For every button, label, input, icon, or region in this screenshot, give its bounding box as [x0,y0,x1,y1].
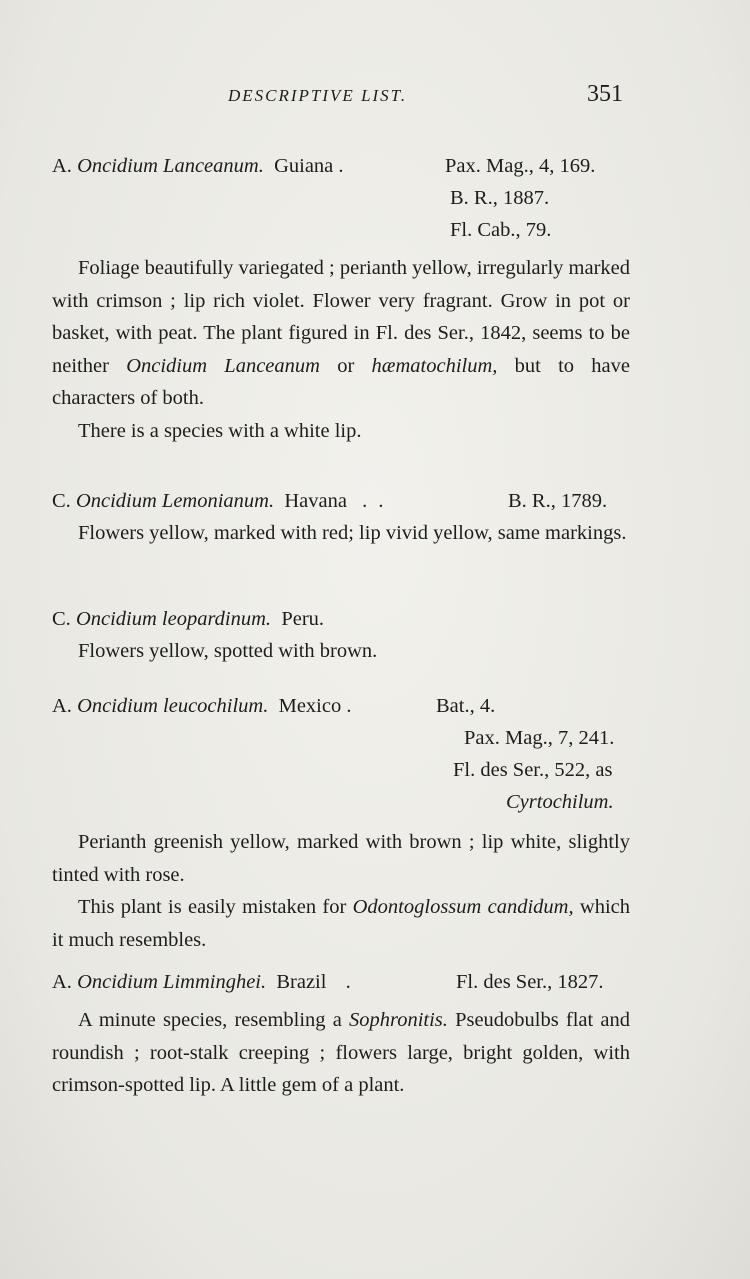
locality: Havana [284,490,347,512]
reference: Pax. Mag., 4, 169. [445,155,596,177]
species-name: Oncidium Lemonianum. [75,490,275,512]
grade: C. [52,490,71,512]
note: There is a species with a white lip. [78,419,362,442]
page-header [0,81,750,116]
description: Flowers yellow, marked with red; lip vivid yellow, same markings. [78,522,627,544]
reference: B. R., 1887. [450,187,550,209]
grade: C. [52,608,71,630]
reference: B. R., 1789. [508,490,608,512]
species-name: Oncidium Lanceanum. [77,155,264,177]
entry-heading [52,690,630,818]
description: Foliage beautifully variegated ; perianth yellow, irregularly marked with crimson ; lip rich violet. Flower very fragrant. Grow in pot or basket, with peat. The plant figured in Fl. des Ser., 1842, seems to be neither Oncidium Lanceanum or hæmatochilum, but to have characters of both. [52,257,630,409]
description: Perianth greenish yellow, marked with brown ; lip white, slightly tinted with rose. [52,831,630,886]
reference: Pax. Mag., 7, 241. [464,727,615,749]
entry-heading [52,966,630,998]
species-name: Oncidium Limminghei. [77,971,267,993]
entry-oncidium-leucochilum [52,690,630,956]
reference: Bat., 4. [436,695,496,717]
page-number: 351 [587,81,623,107]
reference: Fl. Cab., 79. [450,219,552,241]
species-name: Oncidium leopardinum. [75,608,272,630]
separator: . [338,155,344,177]
locality: Mexico [278,695,342,717]
description: A minute species, resembling a Sophronitis. Pseudobulbs flat and roundish ; root-stalk creeping ; flowers large, bright golden, with crimson-spotted lip. A little gem of a plant. [52,1009,630,1096]
separator: . [346,695,352,717]
description: Flowers yellow, spotted with brown. [78,640,378,662]
note: This plant is easily mistaken for Odontoglossum candidum, which it much resembles. [52,896,631,951]
entry-heading [52,603,630,635]
separator: . . [362,490,387,512]
reference: Cyrtochilum. [506,791,614,813]
running-head: DESCRIPTIVE LIST. [228,86,408,105]
entry-oncidium-lemonianum [52,485,630,550]
entry-heading [52,485,630,517]
separator: . [345,971,351,993]
entry-heading [52,150,630,246]
locality: Peru. [281,608,325,630]
reference: Fl. des Ser., 1827. [456,971,604,993]
locality: Brazil [276,971,327,993]
reference: Fl. des Ser., 522, as [453,759,613,781]
grade: A. [52,695,72,717]
grade: A. [52,971,72,993]
entry-oncidium-limminghei [52,966,630,1102]
locality: Guiana [274,155,334,177]
entry-oncidium-leopardinum [52,603,630,668]
entry-oncidium-lanceanum [52,150,630,447]
grade: A. [52,155,72,177]
species-name: Oncidium leucochilum. [77,695,269,717]
